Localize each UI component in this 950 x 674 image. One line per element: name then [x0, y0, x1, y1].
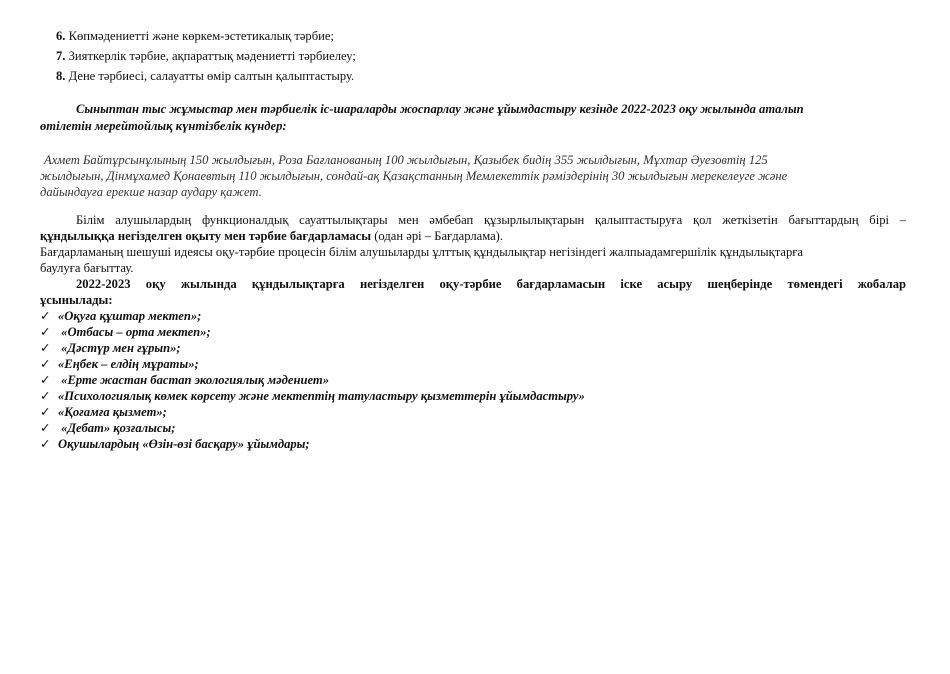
project-item [40, 372, 329, 388]
anniversary-line2: жылдығын, Дінмұхамед Қонаевтың 110 жылдығын, сондай-ақ Қазақстанның Мемлекеттік рәміздерінің 30 жылдығын мерекелеуге және [40, 169, 788, 183]
list-number: 8. [56, 69, 66, 83]
list-text: Көпмәдениетті және көркем-эстетикалық тәрбие; [68, 29, 334, 43]
checkmark-icon: ✓ [40, 405, 51, 419]
list-item [56, 28, 334, 44]
project-name: «Дебат» қозғалысы; [58, 421, 176, 435]
checkmark-icon: ✓ [40, 421, 51, 435]
checkmark-icon: ✓ [40, 357, 51, 371]
project-name: «Дәстүр мен ғұрып»; [58, 341, 181, 355]
program-name: құндылыққа негізделген оқыту мен тәрбие бағдарламасы [40, 229, 372, 243]
project-item [40, 324, 211, 340]
list-number: 7. [56, 49, 66, 63]
paragraph-line: Білім алушылардың функционалдық сауаттылықтары мен әмбебап құзырлылықтарын қалыптастыруға қол жеткізетін бағыттардың бірі – [76, 213, 906, 227]
paragraph-line: ұсынылады: [40, 293, 113, 307]
checkmark-icon: ✓ [40, 325, 51, 339]
list-text: Зияткерлік тәрбие, ақпараттық мәдениетті тәрбиелеу; [68, 49, 356, 63]
list-number: 6. [56, 29, 66, 43]
paragraph-line: 2022-2023 оқу жылында құндылықтарға негізделген оқу-тәрбие бағдарламасын іске асыру шеңберінде төмендегі жобалар [76, 277, 906, 291]
project-item [40, 340, 181, 356]
project-item [40, 404, 167, 420]
section-heading-line1: Сыныптан тыс жұмыстар мен тәрбиелік іс-шараларды жоспарлау және ұйымдастыру кезінде 2022-2023 оқу жылында аталып [76, 102, 804, 116]
project-item [40, 308, 201, 324]
project-item [40, 420, 175, 436]
section-heading-line2: өтілетін мерейтойлық күнтізбелік күндер: [40, 119, 287, 133]
checkmark-icon: ✓ [40, 389, 51, 403]
project-name: «Психологиялық көмек көрсету және мектептің татуластыру қызметтерін ұйымдастыру» [58, 389, 585, 403]
checkmark-icon: ✓ [40, 373, 51, 387]
paragraph-line [40, 228, 503, 244]
project-name: «Қоғамға қызмет»; [58, 405, 167, 419]
list-item [56, 68, 354, 84]
checkmark-icon: ✓ [40, 309, 51, 323]
paragraph-line: баулуға бағыттау. [40, 261, 134, 275]
project-item [40, 436, 310, 452]
project-item [40, 388, 585, 404]
project-name: Оқушылардың «Өзін-өзі басқару» ұйымдары; [58, 437, 310, 451]
anniversary-line3: дайындауға ерекше назар аудару қажет. [40, 185, 262, 199]
program-abbrev: (одан әрі – Бағдарлама). [371, 229, 504, 243]
checkmark-icon: ✓ [40, 437, 51, 451]
list-item [56, 48, 356, 64]
project-name: «Еңбек – елдің мұраты»; [58, 357, 199, 371]
project-name: «Отбасы – орта мектеп»; [58, 325, 211, 339]
checkmark-icon: ✓ [40, 341, 51, 355]
project-name: «Оқуға құштар мектеп»; [58, 309, 202, 323]
project-name: «Ерте жастан бастап экологиялық мәдениет» [58, 373, 330, 387]
anniversary-line1: Ахмет Байтұрсынұлының 150 жылдығын, Роза Бағланованың 100 жылдығын, Қазыбек бидің 355 жылдығын, Мұхтар Әуезовтің 125 [44, 153, 768, 167]
project-item [40, 356, 199, 372]
paragraph-line: Бағдарламаның шешуші идеясы оқу-тәрбие процесін білім алушыларды ұлттық құндылықтар негізіндегі жалпыадамгершілік құндылықтарға [40, 245, 803, 259]
list-text: Дене тәрбиесі, салауатты өмір салтын қалыптастыру. [68, 69, 355, 83]
